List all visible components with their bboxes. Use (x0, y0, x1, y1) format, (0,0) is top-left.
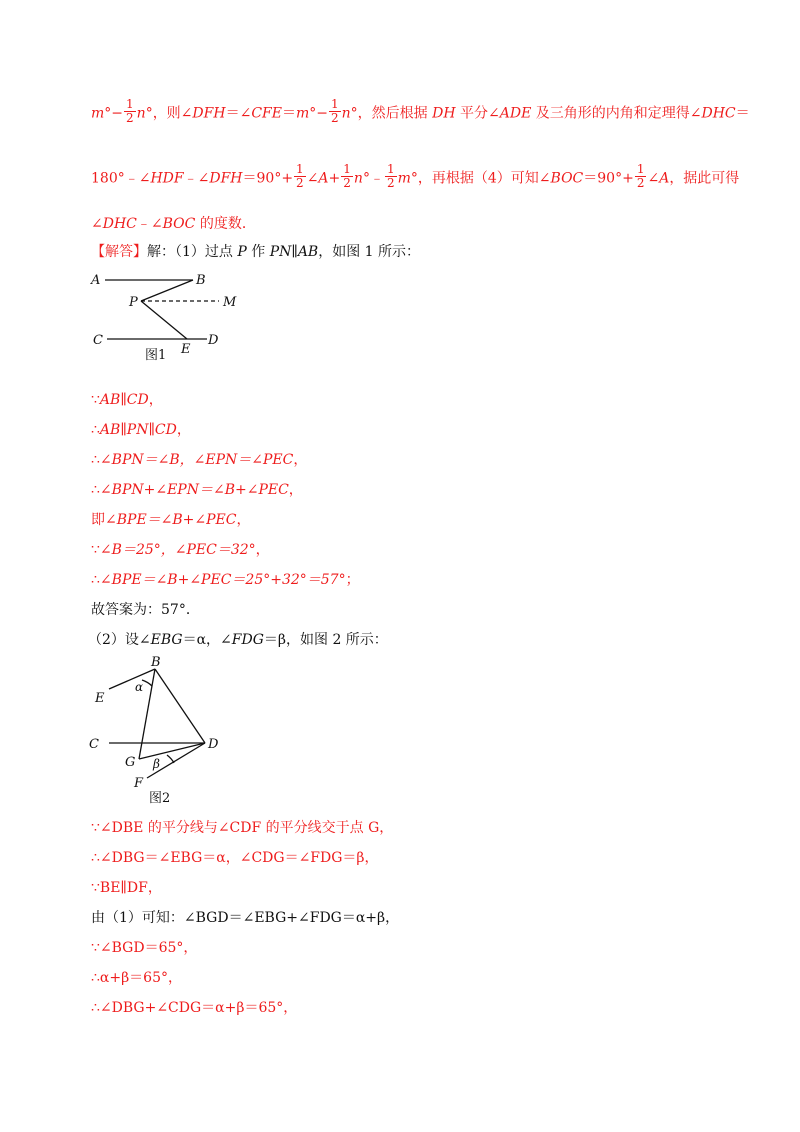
figure-1 (85, 264, 245, 368)
proof-2-step: ∴∠DBG+∠CDG＝α+β＝65°， (91, 1000, 298, 1016)
degree: ° (350, 105, 358, 122)
text: ＝90°+ (583, 170, 634, 187)
segment-bp (141, 280, 193, 301)
frac-num: 1 (126, 97, 134, 111)
figure-1-caption: 图1 (145, 348, 167, 363)
frac-den: 2 (386, 176, 395, 190)
text: （2）设∠ (88, 632, 151, 648)
text: ＝β，如图 2 所示： (263, 632, 388, 648)
label-p: P (129, 295, 138, 310)
proof-2-step: ∵∠BGD＝65°， (91, 940, 198, 956)
text: °﹣ (362, 170, 384, 187)
segment-dh: DH (432, 105, 456, 122)
angle-dfh: DFH (209, 170, 243, 187)
label-c: C (89, 737, 99, 752)
label-e: E (95, 691, 105, 706)
label-a: A (91, 273, 101, 288)
symbol: ∴ (91, 572, 100, 588)
frac-den: 2 (343, 176, 351, 190)
statement: AB∥PN∥CD (99, 422, 177, 438)
text: ，据此可得 (669, 170, 740, 187)
segment-gd (139, 743, 205, 759)
figure-2 (85, 652, 235, 812)
ray-be (109, 669, 155, 689)
symbol: ∵ (91, 392, 100, 408)
angle-hdf: HDF (150, 170, 184, 187)
proof-1-step (91, 390, 740, 410)
angle-dhc: DHC (102, 216, 137, 232)
frac-num: 1 (636, 162, 645, 176)
frac-num: 1 (343, 162, 351, 176)
fraction-half (124, 98, 136, 125)
minus: − (316, 105, 328, 122)
text: 作 (246, 244, 270, 260)
degree: ° (309, 105, 317, 122)
text: 解：（1）过点 (147, 244, 238, 260)
var-n: n (353, 170, 363, 187)
figure-2-caption: 图2 (149, 791, 171, 806)
text: 及三角形的内角和定理得∠ (531, 105, 702, 122)
punct: ； (345, 572, 360, 588)
proof-2-step: 由（1）可知：∠BGD＝∠EBG+∠FDG＝α+β， (91, 910, 400, 926)
punct: ， (148, 392, 163, 408)
degree: ° (145, 105, 153, 122)
text: °，再根据（4）可知∠ (410, 170, 551, 187)
fraction-half (635, 163, 647, 190)
analysis-line-1 (91, 97, 750, 127)
analysis-line-2 (91, 162, 740, 192)
var-n: n (136, 105, 146, 122)
frac-den: 2 (636, 176, 645, 190)
fraction-half (294, 163, 306, 190)
proof-2-step: ∴∠DBG＝∠EBG＝α，∠CDG＝∠FDG＝β， (91, 850, 379, 866)
parallel-pn-ab: PN∥AB (269, 244, 319, 260)
var-n: n (341, 105, 351, 122)
text: ﹣∠ (183, 170, 210, 187)
answer-header (91, 242, 740, 262)
angle-cfe: CFE (251, 105, 282, 122)
text: ＝∠ (225, 105, 252, 122)
punct: ， (293, 452, 308, 468)
text: 平分∠ (455, 105, 500, 122)
segment-bd (155, 669, 205, 743)
text: ∠ (91, 216, 103, 232)
statement: ∠BPE＝∠B+∠PEC＝25°+32°＝57° (99, 572, 346, 588)
statement: AB∥CD (99, 392, 149, 408)
frac-den: 2 (126, 111, 134, 125)
punct: ， (255, 542, 270, 558)
proof-1-step (91, 540, 740, 560)
frac-num: 1 (386, 162, 395, 176)
arc-alpha (142, 680, 152, 686)
text: ﹣∠ (136, 216, 163, 232)
punct: ， (288, 482, 303, 498)
degree: ° (104, 105, 112, 122)
angle-ade: ADE (499, 105, 532, 122)
frac-den: 2 (330, 111, 339, 125)
statement: ∠B＝25°，∠PEC＝32° (99, 542, 256, 558)
punct: ， (236, 512, 251, 528)
statement: ∠BPN＝∠B，∠EPN＝∠PEC (99, 452, 294, 468)
text: ∠ (306, 170, 319, 187)
label-alpha: α (135, 680, 144, 694)
fraction-half (329, 98, 341, 125)
symbol: ∴ (91, 452, 100, 468)
label-b: B (151, 655, 161, 670)
frac-num: 1 (296, 162, 304, 176)
text: ＝ (735, 105, 750, 122)
frac-num: 1 (330, 97, 339, 111)
symbol: ∴ (91, 422, 100, 438)
symbol: ∴ (91, 482, 100, 498)
angle-boc: BOC (550, 170, 584, 187)
proof-2-step: ∵∠DBE 的平分线与∠CDF 的平分线交于点 G， (91, 820, 394, 836)
minus: − (111, 105, 124, 122)
angle-dfh: DFH (192, 105, 226, 122)
proof-2-step: ∵BE∥DF， (91, 880, 162, 896)
point-p: P (237, 244, 247, 260)
answer-1: 故答案为：57°． (91, 602, 200, 618)
text: ＝α，∠ (182, 632, 232, 648)
text: 180°﹣∠ (91, 170, 151, 187)
symbol: ∵ (91, 542, 100, 558)
statement: ∠BPE＝∠B+∠PEC (105, 512, 237, 528)
proof-1-step (91, 480, 740, 500)
text: ，然后根据 (357, 105, 433, 122)
text: ∠ (647, 170, 660, 187)
var-m: m (91, 105, 105, 122)
label-e: E (181, 342, 191, 357)
label-d: D (208, 333, 219, 348)
label-beta: β (153, 757, 160, 771)
text: 的度数． (195, 216, 256, 232)
frac-den: 2 (296, 176, 304, 190)
text: ＝90°+ (242, 170, 294, 187)
proof-2-step: ∴α+β＝65°， (91, 970, 182, 986)
angle-dhc: DHC (701, 105, 736, 122)
analysis-line-3 (91, 214, 740, 234)
angle-fdg: FDG (231, 632, 264, 648)
angle-boc: BOC (162, 216, 196, 232)
label-c: C (93, 333, 103, 348)
text: + (328, 170, 341, 187)
text: ，如图 1 所示： (318, 244, 421, 260)
answer-tag: 【解答】 (91, 244, 147, 260)
proof-1-step (91, 420, 740, 440)
var-m: m (397, 170, 411, 187)
var-m: m (295, 105, 310, 122)
statement: ∠BPN+∠EPN＝∠B+∠PEC (99, 482, 289, 498)
angle-ebg: EBG (150, 632, 183, 648)
label-f: F (134, 776, 144, 791)
segment-pe (141, 301, 187, 339)
text: ＝ (281, 105, 296, 122)
proof-1-step (91, 570, 740, 590)
var-a: A (318, 170, 329, 187)
label-g: G (125, 755, 136, 770)
fraction-half (385, 163, 397, 190)
text: ，则∠ (152, 105, 193, 122)
proof-1-step (91, 510, 740, 530)
fraction-half (341, 163, 353, 190)
punct: ， (176, 422, 191, 438)
label-d: D (208, 737, 219, 752)
part-2-intro (88, 630, 740, 650)
label-m: M (223, 295, 237, 310)
arc-beta (167, 755, 174, 763)
symbol: 即 (91, 512, 105, 528)
proof-1-step (91, 450, 740, 470)
label-b: B (196, 273, 206, 288)
var-a: A (659, 170, 670, 187)
